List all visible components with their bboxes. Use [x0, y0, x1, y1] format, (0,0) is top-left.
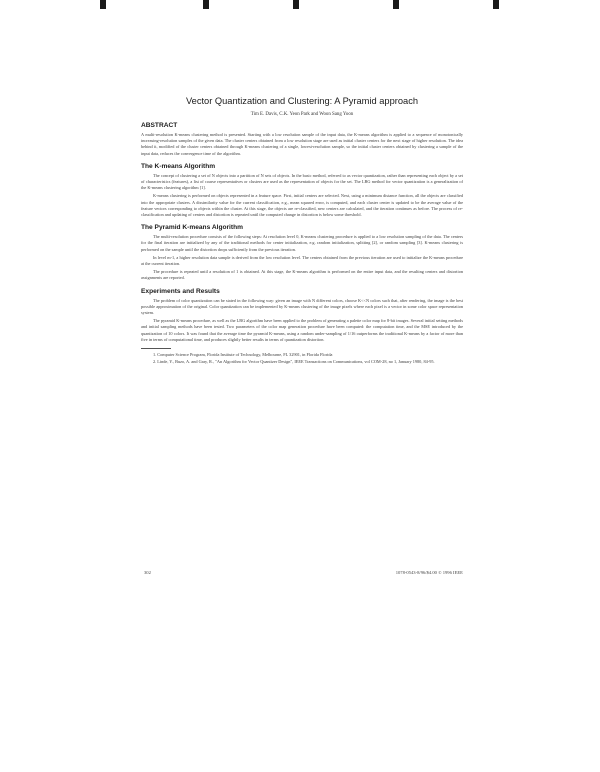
experiments-heading: Experiments and Results [141, 287, 220, 295]
pyramid-heading: The Pyramid K-means Algorithm [141, 224, 243, 232]
footnote-1: 1. Computer Science Program, Florida Institute of Technology, Melbourne, FL 32901, in Florida Florida [153, 351, 333, 357]
pyramid-paragraph-3: The procedure is repeated until a resolution of 1 is obtained. At this stage, the K-means algorithm is performed on the entire input data, and the resulting centers and distortion assignments are reported. [141, 269, 463, 281]
kmeans-paragraph-2: K-means clustering is performed on objects represented in a feature space. First, initial centers are selected. Next, using a minimum distance function, all the objects are classified into the appropriate clusters. A dissimilarity value for the current classification, e.g., mean squared error, is computed, and each cluster center is updated to be the average value of the feature vectors corresponding to objects within the cluster. At this stage, the objects are re-classified, new centers are calculated, and the iteration continues as before. The process of re-classification and updating of centers and distortion is repeated until the computed change in distortion is below some threshold. [141, 193, 463, 218]
page-number: 302 [144, 570, 151, 575]
experiments-paragraph-2: The pyramid K-means procedure, as well as the LBG algorithm have been applied to the problem of generating a palette color map for 8-bit images. Several initial setting methods and initial sampling methods have been tested. Two parameters of the color map generation procedure have been computed: the computation time, and the MSE introduced by the quantization of 10 colors. It was found that the average time the pyramid K-means, using a random under-sampling of 1/16 outperforms the traditional K-means by a factor of more than five in terms of computational time, and produces slightly better results in terms of quantization distortion. [141, 318, 463, 342]
paper-authors: Tim E. Davis, C.K. Yeon Park and Woon Sang Yoon [250, 112, 354, 117]
kmeans-paragraph-1: The concept of clustering a set of N objects into a partition of N sets of objects. In the basic method, referred to as vector quantization, rather than representing each object by a set of characteristics (features), a list of coarse representatives or clusters are used as the representation of objects for the set. The LBG method for vector quantization is a generalization of the K-means clustering algorithm [1]. [141, 172, 463, 191]
scan-mark-4 [393, 0, 399, 9]
abstract-text: A multi-resolution K-means clustering method is presented. Starting with a low resolution sample of the input data, the K-means algorithm is applied to a sequence of monotonically increasing-resolution samples of the given data. The cluster centers obtained from a low resolution stage are used as initial cluster centers for the next stage of higher resolution. The idea behind it, modified of the cluster centers obtained through K-means clustering of a single, lowest-resolution sample, so the initial cluster centers obtained by clustering a sample of the input data, reduces the convergence time of the algorithm. [141, 132, 463, 156]
scan-mark-2 [203, 0, 209, 9]
paper-title: Vector Quantization and Clustering: A Pyramid approach [185, 96, 419, 106]
pyramid-paragraph-2: In level m-1, a higher resolution data sample is derived from the low resolution level. The centers obtained from the previous iteration are used to initialize the K-means procedure at the current iteration. [141, 254, 463, 267]
kmeans-heading: The K-means Algorithm [141, 162, 216, 170]
footnote-rule [141, 348, 171, 349]
scan-mark-5 [493, 0, 499, 9]
scan-mark-1 [100, 0, 106, 9]
scan-mark-3 [293, 0, 299, 9]
paper-page [141, 96, 463, 365]
pyramid-paragraph-1: The multi-resolution procedure consists of the following steps: At resolution level 0, K-means clustering procedure is applied to a low resolution sampling of the data. The centers for the final iteration are initialized by any of the traditional methods for center initialization, e.g. random initialization, splitting [2], or random sampling [3]. K-means clustering is performed on the sample until the distortion drops sufficiently from the previous iteration. [141, 234, 463, 252]
abstract-heading: ABSTRACT [141, 122, 178, 129]
copyright-line: 1078-0543-8/96/$4.00 © 1996 IEEE [395, 570, 463, 575]
experiments-paragraph-1: The problem of color quantization can be stated in the following way: given an image with N different colors, choose K<<N colors such that, after rendering, the image is the best possible approximation of the original. Color quantization can be implemented by K-means clustering of the image pixels where each pixel is a vector in some color space representation system. [141, 297, 463, 316]
footnote-2: 2. Linde, Y., Buzo, A. and Gray, R., "An Algorithm for Vector Quantizer Design", IEEE Transactions on Communications, vol COM-28, no 1, January 1980, 84-95. [153, 358, 435, 364]
